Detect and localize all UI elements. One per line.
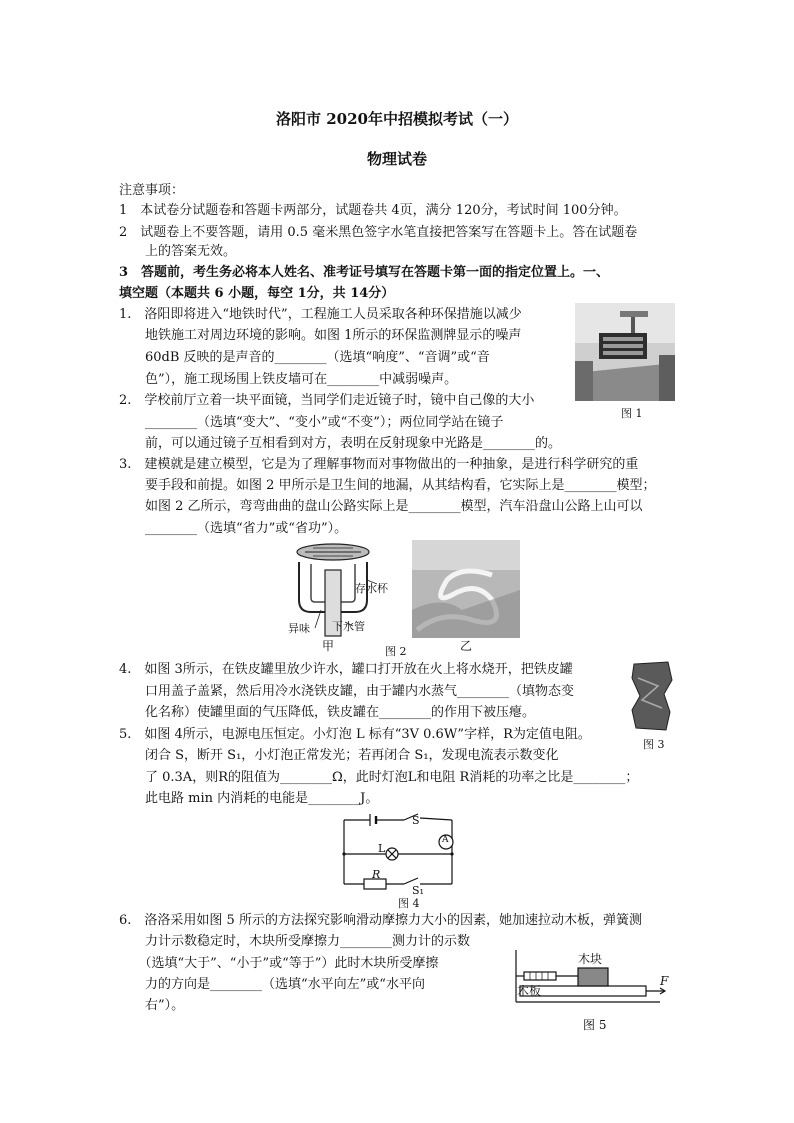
- notice-item-3: 3 答题前，考生务必将本人姓名、准考证号填写在答题卡第一面的指定位置上。一、: [119, 265, 610, 280]
- q1-line-2: 地铁施工对周边环境的影响。如图 1所示的环保监测牌显示的噪声: [119, 328, 522, 343]
- q6-line-3: （选填“大于”、“小于”或“等于”）此时木块所受摩擦: [119, 956, 439, 971]
- figure-2b-sub: 乙: [460, 639, 473, 653]
- figure-3-caption: 图 3: [643, 738, 665, 751]
- figure-2-caption: 图 2: [385, 645, 407, 658]
- figure-2b-mountain-road-photo: [412, 540, 520, 638]
- q3-line-3: 如图 2 乙所示，弯弯曲曲的盘山公路实际上是________模型，汽车沿盘山公路上山可以: [119, 499, 643, 514]
- figure-4-circuit: [340, 812, 460, 896]
- figure-5-caption: 图 5: [583, 1018, 607, 1032]
- notice-item-2-cont: 上的答案无效。: [119, 244, 237, 259]
- notice-item-1: 1 本试卷分试题卷和答题卡两部分，试题卷共 4页，满分 120分，考试时间 100分钟。: [119, 203, 627, 218]
- figure-4-label-r: R: [372, 868, 381, 881]
- figure-4-label-a: A: [442, 835, 449, 845]
- exam-title: 洛阳市 2020年中招模拟考试（一）: [276, 110, 518, 128]
- q5-line-1: 5. 如图 4所示，电源电压恒定。小灯泡 L 标有“3V 0.6W”字样，R为定值电阻。: [119, 727, 591, 742]
- figure-5-label-block: 木块: [578, 952, 603, 966]
- q2-line-3: 前，可以通过镜子互相看到对方，表明在反射现象中光路是________的。: [119, 436, 562, 451]
- q3-line-2: 要手段和前提。如图 2 甲所示是卫生间的地漏，从其结构看，它实际上是________模型；: [119, 478, 656, 493]
- q5-line-3: 了 0.3A，则R的阻值为________Ω，此时灯泡L和电阻 R消耗的功率之比是________；: [119, 770, 639, 785]
- notice-item-2: 2 试题卷上不要答题，请用 0.5 毫米黑色签字水笔直接把答案写在答题卡上。答在试题卷: [119, 225, 638, 240]
- q1-line-1: 1. 洛阳即将进入“地铁时代”，工程施工人员采取各种环保措施以减少: [119, 307, 522, 322]
- q6-line-1: 6. 洛洛采用如图 5 所示的方法探究影响滑动摩擦力大小的因素，她加速拉动木板，弹簧测: [119, 913, 642, 928]
- q5-line-2: 闭合 S，断开 S₁，小灯泡正常发光；若再闭合 S₁，发现电流表示数变化: [119, 748, 559, 763]
- figure-2a-label-pipe: 下水管: [332, 620, 365, 633]
- q3-line-1: 3. 建模就是建立模型，它是为了理解事物而对事物做出的一种抽象，是进行科学研究的重: [119, 457, 639, 472]
- figure-4-label-s1: S₁: [412, 884, 424, 897]
- q2-line-1: 2. 学校前厅立着一块平面镜，当同学们走近镜子时，镜中自己像的大小: [119, 393, 535, 408]
- q3-line-4: ________（选填“省力”或“省功”）。: [119, 521, 348, 536]
- figure-4-label-l: L: [378, 842, 386, 855]
- q5-line-4: 此电路 min 内消耗的电能是________J。: [119, 791, 379, 806]
- figure-5-label-board: 木板: [517, 984, 542, 998]
- figure-3-crushed-can-photo: [628, 660, 676, 732]
- figure-4-label-s: S: [412, 814, 420, 827]
- figure-5-label-force: F: [660, 974, 669, 988]
- notice-heading: 注意事项：: [119, 183, 185, 198]
- figure-2a-label-cup: 存水杯: [355, 582, 388, 595]
- q4-line-3: 化名称）使罐里面的气压降低，铁皮罐在________的作用下被压瘪。: [119, 705, 536, 720]
- figure-4-caption: 图 4: [398, 897, 420, 910]
- section-heading: 填空题（本题共 6 小题，每空 1分，共 14分）: [119, 286, 395, 301]
- q6-line-4: 力的方向是________（选填“水平向左”或“水平向: [119, 977, 425, 992]
- q1-line-4: 色”），施工现场围上铁皮墙可在________中减弱噪声。: [119, 372, 458, 387]
- q6-line-5: 右”）。: [119, 998, 185, 1013]
- q4-line-2: 口用盖子盖紧，然后用冷水浇铁皮罐，由于罐内水蒸气________（填物态变: [119, 684, 575, 699]
- figure-2a-sub: 甲: [322, 639, 335, 653]
- figure-1-photo: [575, 303, 675, 401]
- q4-line-1: 4. 如图 3所示，在铁皮罐里放少许水，罐口打开放在火上将水烧开，把铁皮罐: [119, 662, 573, 677]
- q2-line-2: ________（选填“变大”、“变小”或“不变”）；两位同学站在镜子: [119, 415, 504, 430]
- figure-1-caption: 图 1: [621, 407, 643, 420]
- q1-line-3: 60dB 反映的是声音的________（选填“响度”、“音调”或“音: [119, 350, 490, 365]
- figure-2a-label-odor: 异味: [288, 622, 310, 635]
- exam-subtitle: 物理试卷: [366, 150, 427, 168]
- q6-line-2: 力计示数稳定时，木块所受摩擦力________测力计的示数: [119, 934, 471, 949]
